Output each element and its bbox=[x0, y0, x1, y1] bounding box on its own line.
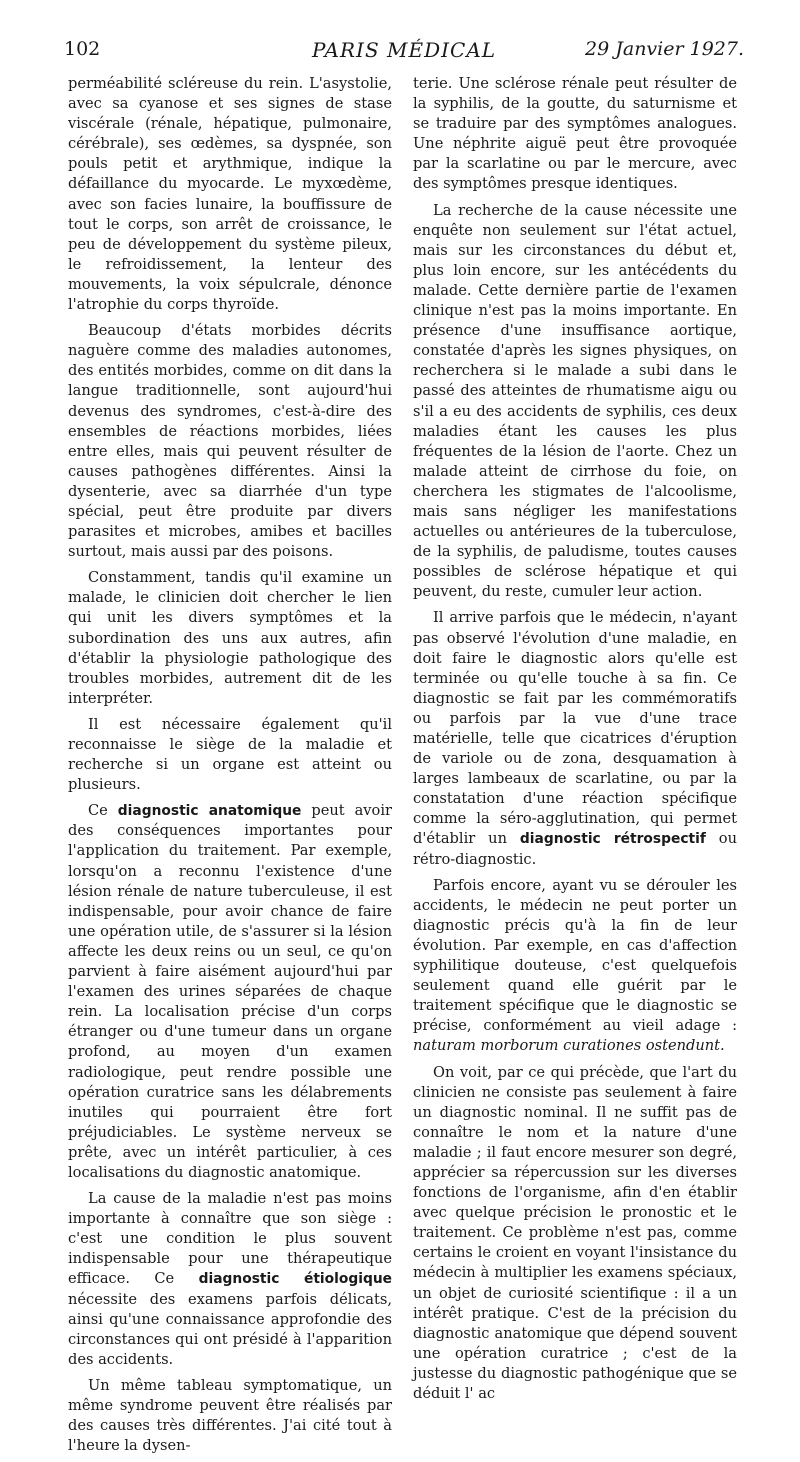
journal-title: PARIS MÉDICAL bbox=[311, 38, 497, 62]
paragraph: La recherche de la cause nécessite une enquête non seulement sur l'état actuel, mais sur les circonstances du début et, plus loin encore, sur les antécédents du malade. Cette dernière partie de l'examen clinique n'est pas la moins importante. En présence d'une insuffisance aortique, constatée d'après les signes physiques, on recherchera si le malade a subi dans le passé des atteintes de rhumatisme aigu ou s'il a eu des accidents de syphilis, ces deux maladies étant les causes les plus fréquentes de la lésion de l'aorte. Chez un malade atteint de cirrhose du foie, on cherchera les stigmates de l'alcoolisme, mais sans négliger les manifestations actuelles ou antérieures de la tuberculose, de la syphilis, de paludisme, toutes causes possibles de sclérose hépatique et qui peuvent, du reste, cumuler leur action. bbox=[413, 201, 737, 601]
issue-date: 29 Janvier 1927. bbox=[585, 38, 744, 60]
text-run: Ce bbox=[88, 802, 118, 820]
text-run: La cause de la maladie n'est pas moins importante à connaître que son siège : c'est une condition le plus souvent indispensable pour une thérapeutique efficace. Ce bbox=[68, 1190, 392, 1288]
bold-term-diagnostic-etiologique: diagnostic étiologique bbox=[198, 1271, 393, 1288]
paragraph: Beaucoup d'états morbides décrits naguère comme des maladies autonomes, des entités morbides, comme on dit dans la langue traditionnelle, sont aujourd'hui devenus des syndromes, c'est-à-dire des ensembles de réactions morbides, liées entre elles, mais qui peuvent résulter de causes pathogènes différentes. Ainsi la dysenterie, avec sa diarrhée d'un type spécial, peut être produite par divers parasites et microbes, amibes et bacilles surtout, mais aussi par des poisons. bbox=[68, 322, 392, 561]
paragraph bbox=[68, 801, 392, 1183]
paragraph: terie. Une sclérose rénale peut résulter de la syphilis, de la goutte, du saturnisme et se traduire par des symptômes analogues. Une néphrite aiguë peut être provoquée par la scarlatine ou par le mercure, avec des symptômes presque identiques. bbox=[413, 75, 737, 193]
paragraph bbox=[413, 876, 737, 1057]
text-run: Il arrive parfois que le médecin, n'ayant pas observé l'évolution d'une maladie, en doit faire le diagnostic alors qu'elle est terminée ou qu'elle touche à sa fin. Ce diagnostic se fait par les commémoratifs ou parfois par la vue d'une trace matérielle, telle que cicatrices d'éruption de variole ou de zona, desquamation à larges lambeaux de scarlatine, ou par la constatation d'une réaction spécifique comme la séro-agglutination, qui permet d'établir un bbox=[413, 609, 737, 848]
bold-term-diagnostic-anatomique: diagnostic anatomique bbox=[117, 803, 302, 820]
text-run: Parfois encore, ayant vu se dérouler les accidents, le médecin ne peut porter un diagnostic précis qu'à la fin de leur évolution. Par exemple, en cas d'affection syphilitique douteuse, c'est quelquefois seulement quand elle guérit par le traitement spécifique que le diagnostic se précise, conformément au vieil adage : bbox=[413, 876, 737, 1035]
paragraph: On voit, par ce qui précède, que l'art du clinicien ne consiste pas seulement à faire un diagnostic nominal. Il ne suffit pas de connaître le nom et la nature d'une maladie ; il faut encore mesurer son degré, apprécier sa répercussion sur les diverses fonctions de l'organisme, afin d'en établir avec quelque précision le pronostic et le traitement. Ce problème n'est pas, comme certains le croient en voyant l'insistance du médecin à multiplier les examens spéciaux, un objet de curiosité scientifique : il a un intérêt pratique. C'est de la précision du diagnostic anatomique que dépend souvent une opération curatrice ; c'est de la justesse du diagnostic pathogénique que se déduit l' ac bbox=[413, 1063, 737, 1402]
text-run: ou rétro-diagnostic. bbox=[413, 830, 737, 868]
page-number: 102 bbox=[64, 38, 101, 60]
left-column bbox=[68, 74, 392, 1462]
text-run: peut avoir des conséquences importantes pour l'application du traitement. Par exemple, lorsqu'on a reconnu l'existence d'une lésion rénale de nature tuberculeuse, il est indispensable, pour avoir chance de faire une opération utile, de s'assurer si la lésion affecte les deux reins ou un seul, ce qu'on parvient à faire aisément aujourd'hui par l'examen des urines séparées de chaque rein. La localisation précise d'un corps étranger ou d'une tumeur dans un organe profond, au moyen d'un examen radiologique, peut rendre possible une opération curatrice sans les délabrements inutiles qui pourraient être fort préjudiciables. Le système nerveux se prête, avec un intérêt particulier, à ces localisations du diagnostic anatomique. bbox=[68, 802, 392, 1181]
paragraph: Constamment, tandis qu'il examine un malade, le clinicien doit chercher le lien qui unit les divers symptômes et la subordination des uns aux autres, afin d'établir la physiologie pathologique des troubles morbides, autrement dit de les interpréter. bbox=[68, 569, 392, 707]
text-run: nécessite des examens parfois délicats, ainsi qu'une connaissance approfondie des circonstances qui ont présidé à l'apparition des accidents. bbox=[68, 1290, 392, 1368]
paragraph: perméabilité scléreuse du rein. L'asystolie, avec sa cyanose et ses signes de stase viscérale (rénale, hépatique, pulmonaire, cérébrale), ses œdèmes, sa dyspnée, son pouls petit et arythmique, indique la défaillance du myocarde. Le myxœdème, avec son facies lunaire, la bouffissure de tout le corps, son arrêt de croissance, le peu de développement du système pileux, le refroidissement, la lenteur des mouvements, la voix sépulcrale, dénonce l'atrophie du corps thyroïde. bbox=[68, 75, 392, 314]
page-header bbox=[64, 38, 744, 66]
right-column bbox=[413, 74, 737, 1410]
latin-adage: naturam morborum curationes ostendunt. bbox=[413, 1037, 725, 1055]
bold-term-diagnostic-retrospectif: diagnostic rétrospectif bbox=[519, 831, 706, 848]
paragraph: Un même tableau symptomatique, un même syndrome peuvent être réalisés par des causes très différentes. J'ai cité tout à l'heure la dysen- bbox=[68, 1376, 392, 1455]
paragraph bbox=[413, 608, 737, 869]
paragraph: Il est nécessaire également qu'il reconnaisse le siège de la maladie et recherche si un organe est atteint ou plusieurs. bbox=[68, 715, 392, 794]
paragraph bbox=[68, 1189, 392, 1370]
